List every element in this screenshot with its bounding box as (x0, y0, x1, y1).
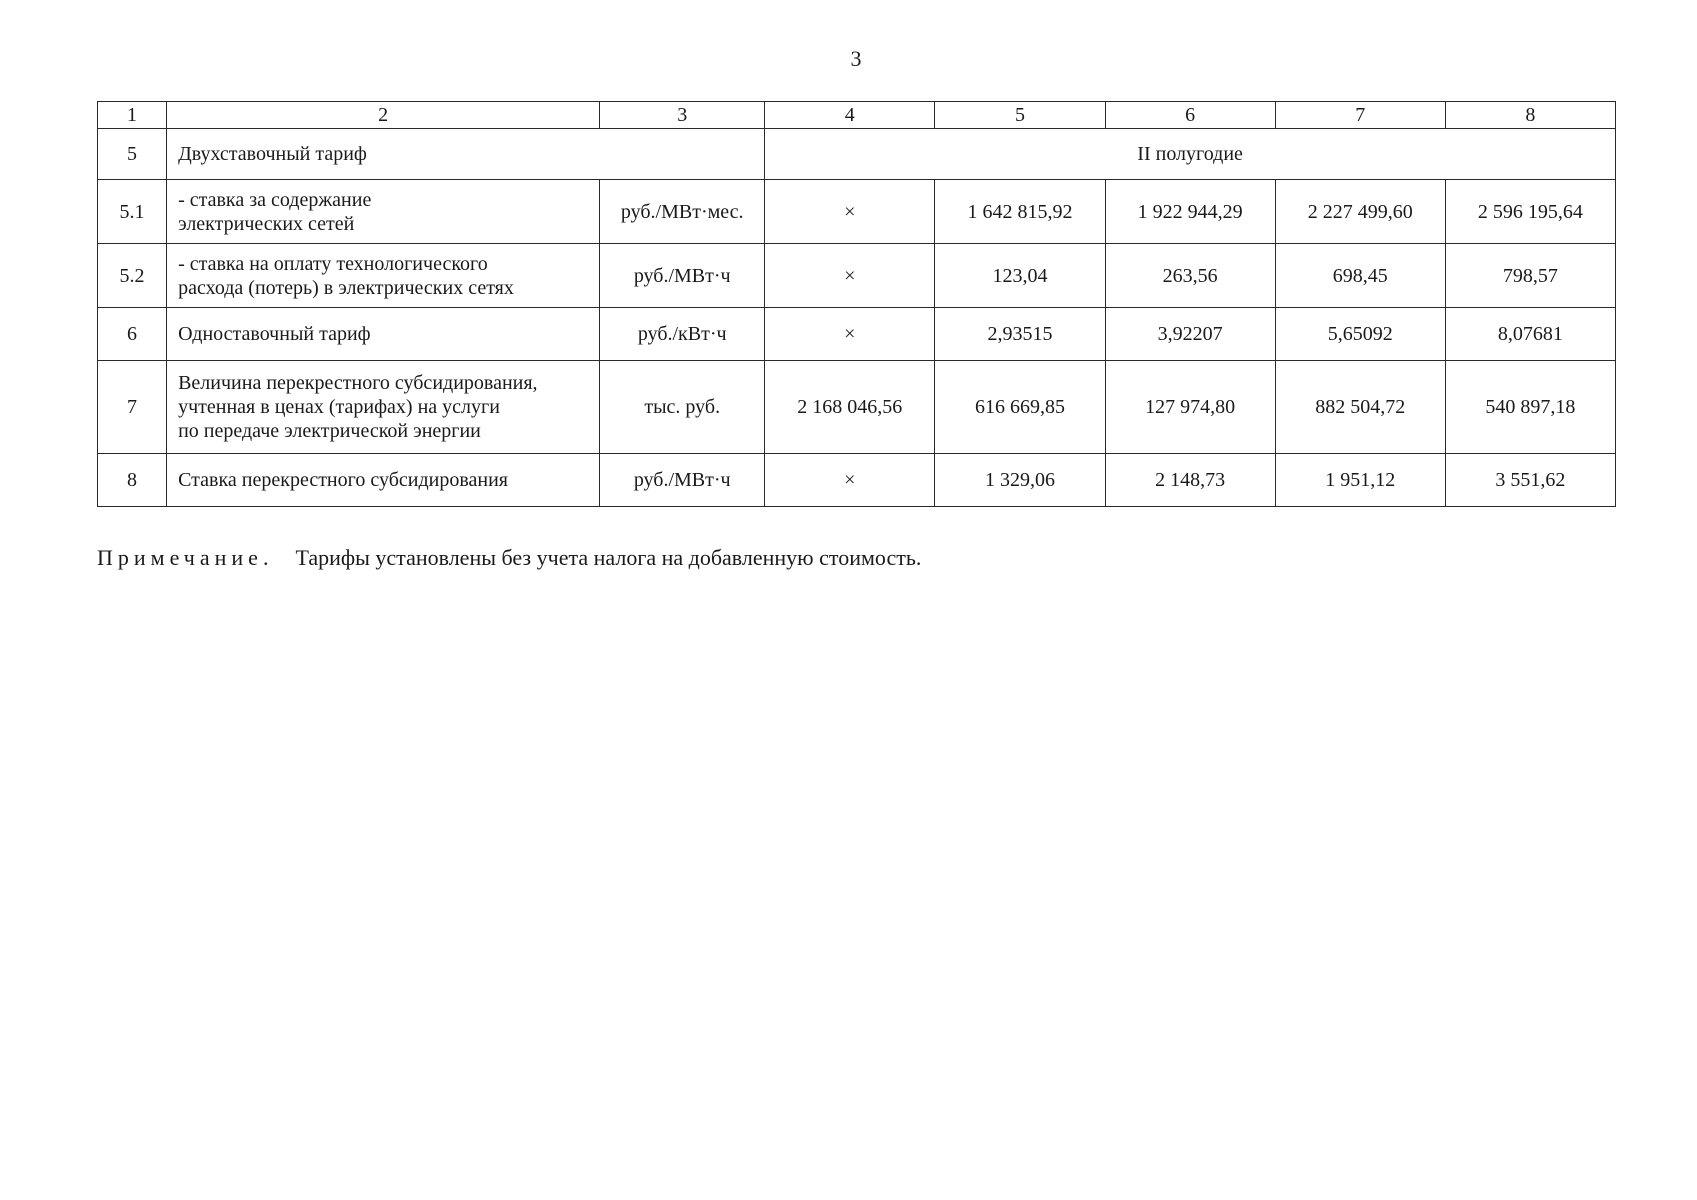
table-cell: 1 329,06 (935, 454, 1105, 507)
row-unit: руб./кВт·ч (600, 308, 765, 361)
table-row (98, 244, 1616, 308)
row-name-line: учтенная в ценах (тарифах) на услуги (178, 396, 500, 418)
row-name-line: - ставка за содержание (178, 188, 372, 211)
row-name-line: Величина перекрестного субсидирования, (178, 372, 538, 394)
table-cell: 263,56 (1105, 244, 1275, 308)
table-cell: × (765, 454, 935, 507)
table-cell: 616 669,85 (935, 361, 1105, 454)
column-number: 4 (765, 102, 935, 129)
row-unit: руб./МВт·мес. (600, 180, 765, 244)
table-cell: 3,92207 (1105, 308, 1275, 361)
row-name (167, 244, 600, 308)
row-name (167, 180, 600, 244)
table-row (98, 308, 1616, 361)
row-name-line: по передаче электрической энергии (178, 420, 481, 442)
table-cell: 2,93515 (935, 308, 1105, 361)
row-unit: руб./МВт·ч (600, 454, 765, 507)
table-row (98, 454, 1616, 507)
table-cell: 8,07681 (1445, 308, 1615, 361)
note-label: Примечание. (97, 545, 274, 570)
column-number: 7 (1275, 102, 1445, 129)
table-cell: × (765, 244, 935, 308)
table-cell: 2 148,73 (1105, 454, 1275, 507)
table-cell: 127 974,80 (1105, 361, 1275, 454)
note (97, 545, 921, 571)
table-cell: 3 551,62 (1445, 454, 1615, 507)
table-row (98, 361, 1616, 454)
table-cell: 2 596 195,64 (1445, 180, 1615, 244)
row-name-line: расхода (потерь) в электрических сетях (178, 276, 514, 299)
table-cell: 698,45 (1275, 244, 1445, 308)
page-number: 3 (850, 46, 862, 71)
table-cell: 2 168 046,56 (765, 361, 935, 454)
row-unit: руб./МВт·ч (600, 244, 765, 308)
table-cell: 1 922 944,29 (1105, 180, 1275, 244)
row-unit: тыс. руб. (600, 361, 765, 454)
table-row (98, 129, 1616, 180)
column-number: 3 (600, 102, 765, 129)
column-number: 6 (1105, 102, 1275, 129)
row-name-line: Ставка перекрестного субсидирования (178, 469, 508, 491)
column-number-row (98, 102, 1616, 129)
table-cell: 123,04 (935, 244, 1105, 308)
row-name-line: электрических сетей (178, 212, 355, 235)
row-number: 5 (98, 129, 167, 180)
row-number: 7 (98, 361, 167, 454)
row-name (167, 361, 600, 454)
table-cell: 882 504,72 (1275, 361, 1445, 454)
period-label: II полугодие (765, 129, 1616, 180)
table-cell: 798,57 (1445, 244, 1615, 308)
tariff-table (97, 101, 1616, 507)
row-number: 8 (98, 454, 167, 507)
note-text: Тарифы установлены без учета налога на добавленную стоимость. (295, 545, 922, 570)
row-name-line: - ставка на оплату технологического (178, 252, 488, 275)
row-number: 6 (98, 308, 167, 361)
table-cell: × (765, 308, 935, 361)
column-number: 8 (1445, 102, 1615, 129)
row-name (167, 308, 600, 361)
table-cell: 540 897,18 (1445, 361, 1615, 454)
table-row (98, 180, 1616, 244)
table-cell: 2 227 499,60 (1275, 180, 1445, 244)
column-number: 1 (98, 102, 167, 129)
column-number: 2 (167, 102, 600, 129)
row-number: 5.1 (98, 180, 167, 244)
row-name (167, 454, 600, 507)
table-cell: 1 951,12 (1275, 454, 1445, 507)
row-name: Двухставочный тариф (167, 129, 765, 180)
table-cell: × (765, 180, 935, 244)
row-name-line: Одноставочный тариф (178, 323, 371, 345)
table-cell: 1 642 815,92 (935, 180, 1105, 244)
table-cell: 5,65092 (1275, 308, 1445, 361)
row-number: 5.2 (98, 244, 167, 308)
column-number: 5 (935, 102, 1105, 129)
